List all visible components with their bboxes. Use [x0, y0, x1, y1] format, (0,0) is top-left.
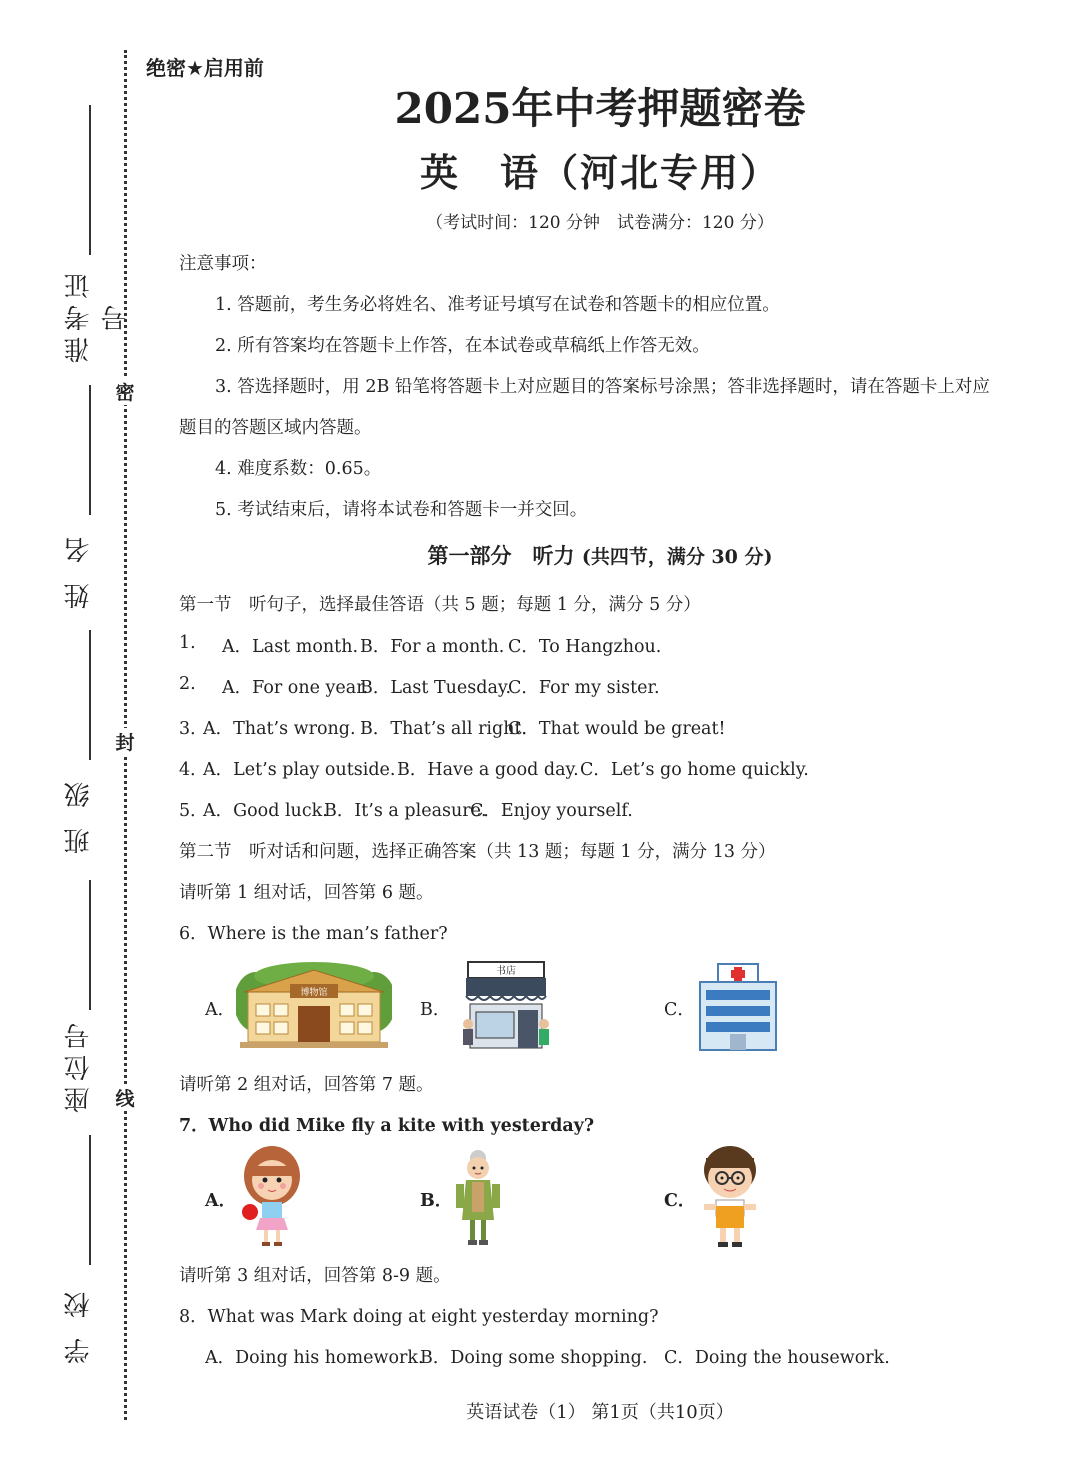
notice-item: 4. 难度系数：0.65。: [215, 459, 382, 479]
section2-heading: 第二节 听对话和问题，选择正确答案（共 13 题；每题 1 分，满分 13 分）: [179, 842, 776, 862]
exam-number-label: 准考证号: [64, 267, 131, 363]
hospital-picture: [696, 960, 780, 1052]
question-number: 4．: [179, 760, 208, 780]
q8-option-c: C．Doing the housework.: [664, 1348, 890, 1368]
part1-heading: [300, 540, 900, 570]
notice-heading: 注意事项：: [179, 254, 267, 274]
option-c: C．Enjoy yourself.: [470, 801, 633, 821]
exam-subject: 英 语（河北专用）: [419, 150, 780, 195]
notice-item: 3. 答选择题时，用 2B 铅笔将答题卡上对应题目的答案标号涂黑；答非选择题时，请在答题卡上对应: [215, 377, 990, 397]
confidential-mark: 绝密★启用前: [146, 56, 264, 80]
option-b: B．For a month.: [360, 637, 505, 657]
option-a: A．That’s wrong.: [203, 719, 356, 739]
q7-option-a-label: A．: [205, 1191, 237, 1211]
option-a: A．Good luck.: [203, 801, 328, 821]
seal-char-feng: 封: [114, 728, 136, 755]
option-a: A．For one year.: [222, 678, 369, 698]
question-6: 6．Where is the man’s father?: [179, 924, 448, 944]
option-c: C．That would be great!: [508, 719, 726, 739]
q6-option-a-label: A．: [205, 1000, 236, 1020]
notice-item: 1. 答题前，考生务必将姓名、准考证号填写在试卷和答题卡的相应位置。: [215, 295, 780, 315]
part1-title: 第一部分 听力: [427, 543, 575, 568]
name-label: 姓 名: [64, 530, 94, 610]
section1-heading: 第一节 听句子，选择最佳答语（共 5 题；每题 1 分，满分 5 分）: [179, 595, 701, 615]
museum-picture: [236, 962, 392, 1050]
option-b: B．Last Tuesday.: [360, 678, 512, 698]
question-7: 7．Who did Mike fly a kite with yesterday?: [179, 1116, 595, 1136]
question-number: 3．: [179, 719, 208, 739]
group3-instruction: 请听第 3 组对话，回答第 8-9 题。: [179, 1266, 451, 1286]
notice-item: 2. 所有答案均在答题卡上作答，在本试卷或草稿纸上作答无效。: [215, 336, 710, 356]
group1-instruction: 请听第 1 组对话，回答第 6 题。: [179, 883, 434, 903]
binding-line-5: [89, 1135, 91, 1265]
exam-info: （考试时间：120 分钟 试卷满分：120 分）: [426, 213, 774, 233]
option-c: C．Let’s go home quickly.: [580, 760, 809, 780]
boy-picture: [694, 1144, 764, 1250]
option-c: C．For my sister.: [508, 678, 660, 698]
q8-option-b: B．Doing some shopping.: [420, 1348, 648, 1368]
question-number: 1.: [179, 633, 196, 653]
binding-line-4: [89, 880, 91, 1010]
q7-option-b-label: B．: [420, 1191, 453, 1211]
question-8: 8．What was Mark doing at eight yesterday morning?: [179, 1307, 659, 1327]
page-footer: 英语试卷（1） 第1页（共10页）: [466, 1402, 734, 1423]
option-a: A．Let’s play outside.: [203, 760, 396, 780]
school-label: 学 校: [64, 1285, 94, 1365]
question-number: 5．: [179, 801, 208, 821]
seal-char-mi: 密: [114, 378, 136, 405]
exam-title: 2025年中考押题密卷: [394, 84, 806, 133]
option-c: C．To Hangzhou.: [508, 637, 662, 657]
option-a: A．Last month.: [222, 637, 359, 657]
q7-option-c-label: C．: [664, 1191, 696, 1211]
museum-sign-text: 博物馆: [300, 988, 328, 998]
class-label: 班 级: [64, 775, 94, 855]
binding-line-1: [89, 105, 91, 255]
option-b: B．That’s all right.: [360, 719, 528, 739]
bookstore-sign-text: 书店: [496, 966, 516, 977]
notice-item: 5. 考试结束后，请将本试卷和答题卡一并交回。: [215, 500, 588, 520]
q8-option-a: A．Doing his homework.: [205, 1348, 424, 1368]
group2-instruction: 请听第 2 组对话，回答第 7 题。: [179, 1075, 434, 1095]
part1-note: (共四节，满分 30 分): [581, 546, 773, 568]
binding-line-2: [89, 385, 91, 515]
question-number: 2.: [179, 674, 196, 694]
grandma-picture: [452, 1148, 504, 1248]
girl-picture: [236, 1146, 306, 1248]
option-b: B．It’s a pleasure.: [324, 801, 487, 821]
q6-option-b-label: B．: [420, 1000, 451, 1020]
seat-number-label: 座位号: [64, 1017, 94, 1113]
q6-option-c-label: C．: [664, 1000, 695, 1020]
binding-line-3: [89, 630, 91, 760]
bookstore-picture: [458, 960, 554, 1052]
seal-char-xian: 线: [114, 1084, 136, 1111]
notice-item: 题目的答题区域内答题。: [179, 418, 372, 438]
option-b: B．Have a good day.: [397, 760, 579, 780]
